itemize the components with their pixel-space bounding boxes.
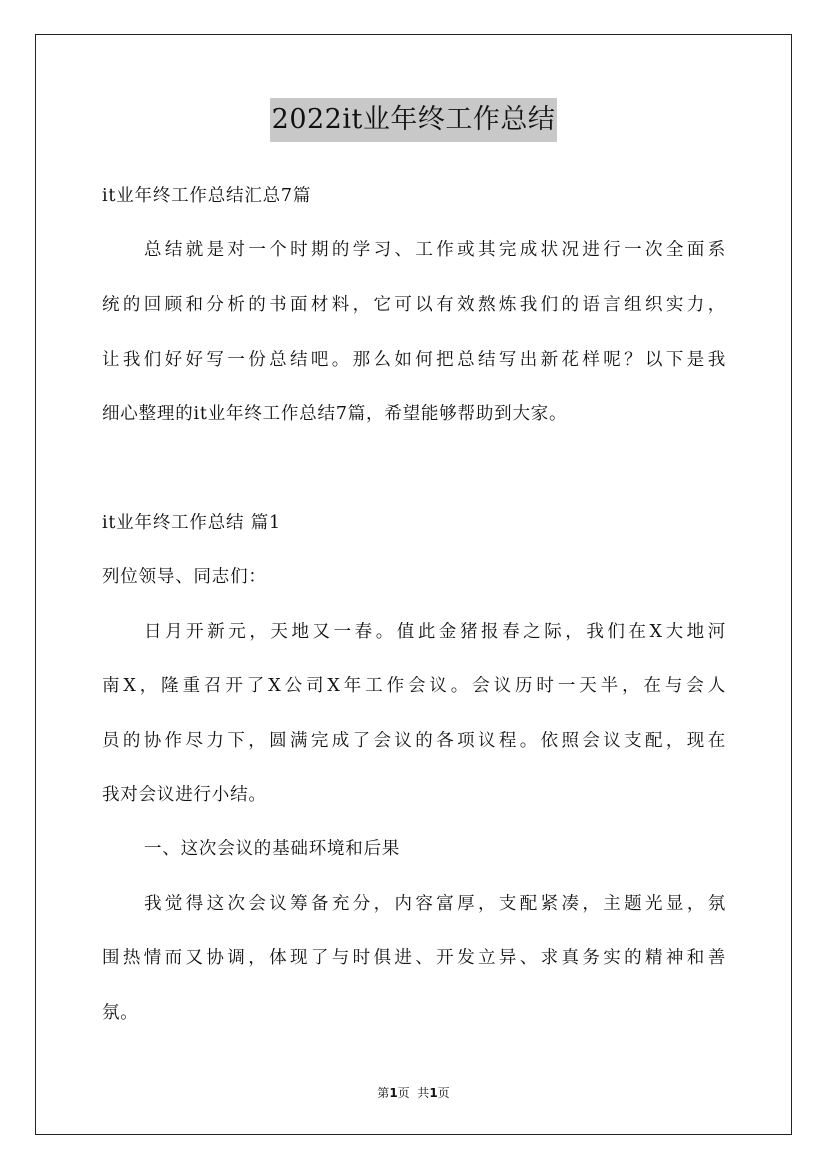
para2-line-2: 围热情而又协调，体现了与时俱进、开发立异、求真务实的精神和善: [102, 948, 726, 968]
footer-suffix: 页: [437, 1086, 450, 1100]
para1-line-4: 我对会议进行小结。: [102, 785, 267, 805]
salutation: 列位领导、同志们：: [102, 567, 267, 587]
intro-line-3: 让我们好好写一份总结吧。那么如何把总结写出新花样呢？以下是我: [102, 350, 726, 370]
page-number: 1: [389, 1086, 398, 1100]
title-wrapper: [0, 98, 827, 142]
para1-line-1: 日月开新元，天地又一春。值此金猪报春之际，我们在X大地河: [144, 622, 726, 642]
para2-line-1: 我觉得这次会议筹备充分，内容富厚，支配紧凑，主题光显，氛: [144, 894, 726, 914]
para1-line-2: 南X，隆重召开了X公司X年工作会议。会议历时一天半，在与会人: [102, 676, 726, 696]
intro-line-2: 统的回顾和分析的书面材料，它可以有效熬炼我们的语言组织实力，: [102, 295, 726, 315]
footer-prefix: 第: [377, 1086, 390, 1100]
document-title: 2022it业年终工作总结: [270, 98, 558, 142]
total-pages: 1: [429, 1086, 438, 1100]
footer-mid: 页 共: [397, 1086, 430, 1100]
page-footer: [0, 1084, 827, 1101]
document-subtitle: it业年终工作总结汇总7篇: [102, 186, 312, 206]
para2-line-3: 氛。: [102, 1003, 139, 1023]
intro-line-1: 总结就是对一个时期的学习、工作或其完成状况进行一次全面系: [144, 240, 726, 260]
para1-line-3: 员的协作尽力下，圆满完成了会议的各项议程。依照会议支配，现在: [102, 731, 726, 751]
intro-line-4: 细心整理的it业年终工作总结7篇，希望能够帮助到大家。: [102, 404, 568, 424]
subheading: 一、这次会议的基础环境和后果: [144, 839, 401, 859]
section-heading: it业年终工作总结 篇1: [102, 513, 281, 533]
